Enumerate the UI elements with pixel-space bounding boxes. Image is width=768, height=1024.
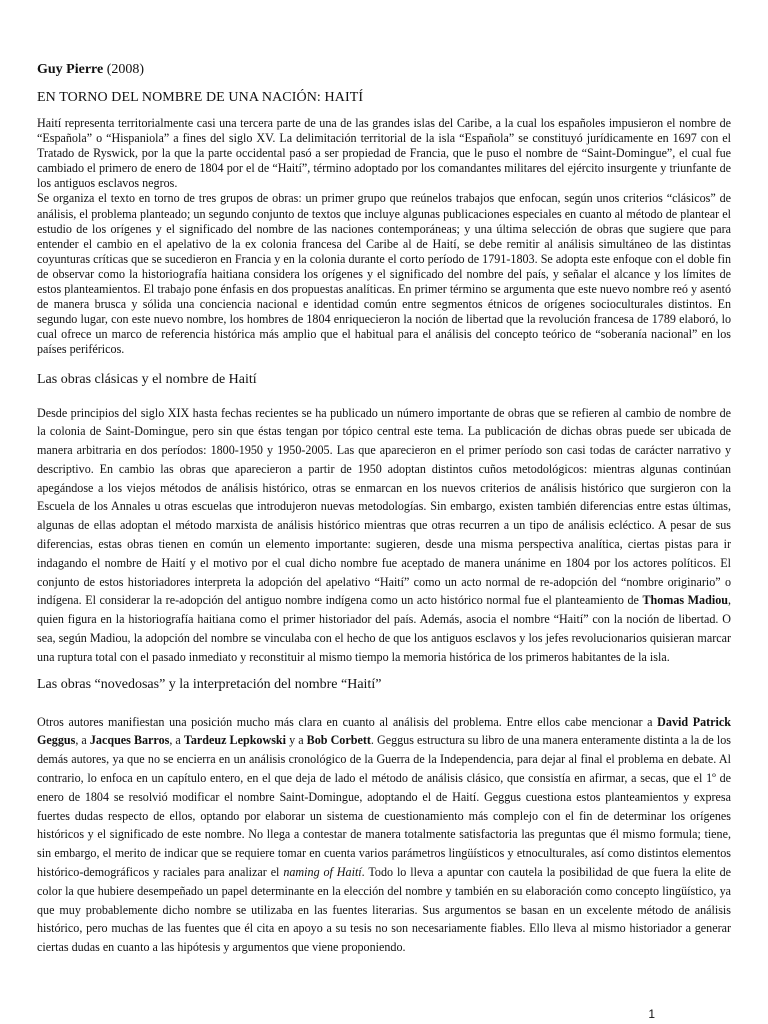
separator: , a (169, 733, 184, 748)
section-1-paragraph (37, 404, 731, 667)
intro-paragraph-2: Se organiza el texto en torno de tres grupos de obras: un primer grupo que reúnelos trabajos que enfocan, según unos criterios “clásicos” de análisis, el problema planteado; un segundo conjunto de textos que incluye algunas publicaciones especiales en cuanto al método de plantear el estudio de los orígenes y el significado del nombre de las naciones contemporáneas; y una última selección de obras que sugiere que para entender el cambio en el apelativo de la ex colonia francesa del Caribe al de Haití, se debe remitir al análisis simultáneo de las distintas coyunturas críticas que se sucedieron en Francia y en la colonia durante el corto período de 1791-1803. Se adopta este enfoque con el doble fin de observar como la historiografía haitiana considera los orígenes y el significado del nombre del país, y señalar el alcance y los límites de estos planteamientos. El trabajo pone énfasis en dos propuestas analíticas. En primer término se argumenta que este nuevo nombre reó y asentó de manera brusca y sólida una conciencia nacional e identidad común entre segmentos étnicos de orígenes socioculturales distintos. En segundo lugar, con este nuevo nombre, los hombres de 1804 enriquecieron la noción de libertad que la revolución francesa de 1789 elaboró, lo cual ofrece un marco de referencia histórica más amplio que el habitual para el análisis del concepto teórico de “soberanía nacional” en los países periféricos. (37, 191, 731, 357)
page-number: 1 (648, 1007, 655, 1021)
author-reference-madiou: Thomas Madiou (642, 593, 728, 608)
author-reference-lepkowski: Tardeuz Lepkowski (183, 733, 286, 748)
section-heading-novel-works: Las obras “novedosas” y la interpretación del nombre “Haití” (37, 676, 382, 692)
section-2-text-body: . Geggus estructura su libro de una manera enteramente distinta a la de los demás autores, ya que no se encierra en un análisis cronológico de la Guerra de la Independencia, para dejar al final el problema en debate. Al contrario, lo enfoca en un capítulo entero, en el que deja de lado el método de análisis clásico, que consistía en afirmar, a secas, que el 1º de enero de 1804 se resolvió modificar el nombre Saint-Domingue, adoptando el de Haití. Geggus cuestiona estos planteamientos y expresa fuertes dudas respecto de ellos, optando por elaborar un sistema de cuestionamiento más complejo con el fin de determinar los orígenes históricos y el significado de este nombre. No llega a contestar de manera totalmente satisfactoria las preguntas que él mismo formula; tiene, sin embargo, el merito de indicar que se requiere tomar en cuenta varios parámetros lingüísticos y etnoculturales, así como distintos elementos histórico-demográficos y raciales para analizar el (37, 733, 731, 880)
author-reference-geggus: David Patrick Geggus (37, 714, 731, 748)
author-reference-barros: Jacques Barros (89, 733, 170, 748)
author-line (37, 62, 731, 78)
separator: , a (75, 733, 90, 748)
intro-paragraph-1: Haití representa territorialmente casi una tercera parte de una de las grandes islas del Caribe, a la cual los españoles impusieron el nombre de “Española” o “Hispaniola” a fines del siglo XV. La delimitación territorial de la isla “Española” se constituyó jurídicamente en 1697 con el Tratado de Ryswick, por la que la parte occidental pasó a ser propiedad de Francia, que le puso el nombre de “Saint-Domingue”, el cual fue cambiado el primero de enero de 1804 por el de “Haití”, término adoptado por los comandantes militares del ejército insurgente y triunfante de los antiguos esclavos negros. (37, 116, 731, 191)
section-1-text-start: Desde principios del siglo XIX hasta fechas recientes se ha publicado un número importante de obras que se refieren al cambio de nombre de la colonia de Saint-Domingue, pero sin que éstas tengan por tópico central este tema. La publicación de dichas obras puede ser ubicada de manera arbitraria en dos períodos: 1800-1950 y 1950-2005. Las que aparecieron en el primer período son casi todas de carácter narrativo y descriptivo. En cambio las obras que aparecieron a partir de 1950 adoptan distintos cuños metodológicos: mientras algunas continúan apegándose a los viejos métodos de análisis histórico, otras se enmarcan en los nuevos criterios de análisis histórico que surgieron con la Escuela de los Annales u otras escuelas que introdujeron nuevas metodologías. Sin embargo, existen también diferencias entre estas últimas, algunas de ellas adoptan el método marxista de análisis histórico mientras que otras recurren a un tipo de análisis ecléctico. A pesar de sus diferencias, estas obras tienen en común un elemento importante: sugieren, desde una misma perspectiva analítica, ciertas pistas para ir indagando el nombre de Haití y el motivo por el cual dicho nombre fue aceptado de manera unánime en 1804 por los actores políticos. El conjunto de estos historiadores interpreta la adopción del apelativo “Haití” como un acto normal de re-adopción del “nombre originario” o indígena. El considerar la re-adopción del antiguo nombre indígena como un acto histórico normal fue el planteamiento de (37, 405, 731, 608)
author-name: Guy Pierre (37, 62, 104, 77)
separator: y a (286, 733, 307, 748)
section-2-text-intro: Otros autores manifiestan una posición mucho más clara en cuanto al análisis del problema. Entre ellos cabe mencionar a (37, 714, 658, 729)
document-title: EN TORNO DEL NOMBRE DE UNA NACIÓN: HAITÍ (37, 90, 364, 105)
author-reference-corbett: Bob Corbett (306, 733, 371, 748)
publication-year: (2008) (106, 62, 145, 77)
italic-term: naming of Haití (283, 865, 362, 880)
section-2-text-end: . Todo lo lleva a apuntar con cautela la posibilidad de que fuera la elite de color la que hubiere desempeñado un papel determinante en la elección del nombre y también en su elaboración como concepto lingüístico, ya que muy probablemente dicho nombre se utilizaba en las fuentes literarias. Sus argumentos se basan en un excelente método de análisis histórico, pero muchas de las fuentes que él cita en apoyo a su tesis no son necesariamente fiables. Ello lleva al mismo historiador a generar ciertas dudas en cuanto a las hipótesis y argumentos que viene proponiendo. (37, 865, 731, 955)
section-1-text-end: , quien figura en la historiografía haitiana como el primer historiador del país. Además, asocia el nombre “Haití” con la noción de libertad. O sea, según Madiou, la adopción del nombre se vinculaba con el hecho de que los antiguos esclavos y los jefes revolucionarios quisieran marcar una ruptura total con el pasado inmediato y reconstituir al mismo tiempo la memoria histórica de los primeros habitantes de la isla. (37, 593, 731, 664)
section-2-paragraph (37, 713, 731, 957)
section-heading-classic-works: Las obras clásicas y el nombre de Haití (37, 371, 257, 387)
